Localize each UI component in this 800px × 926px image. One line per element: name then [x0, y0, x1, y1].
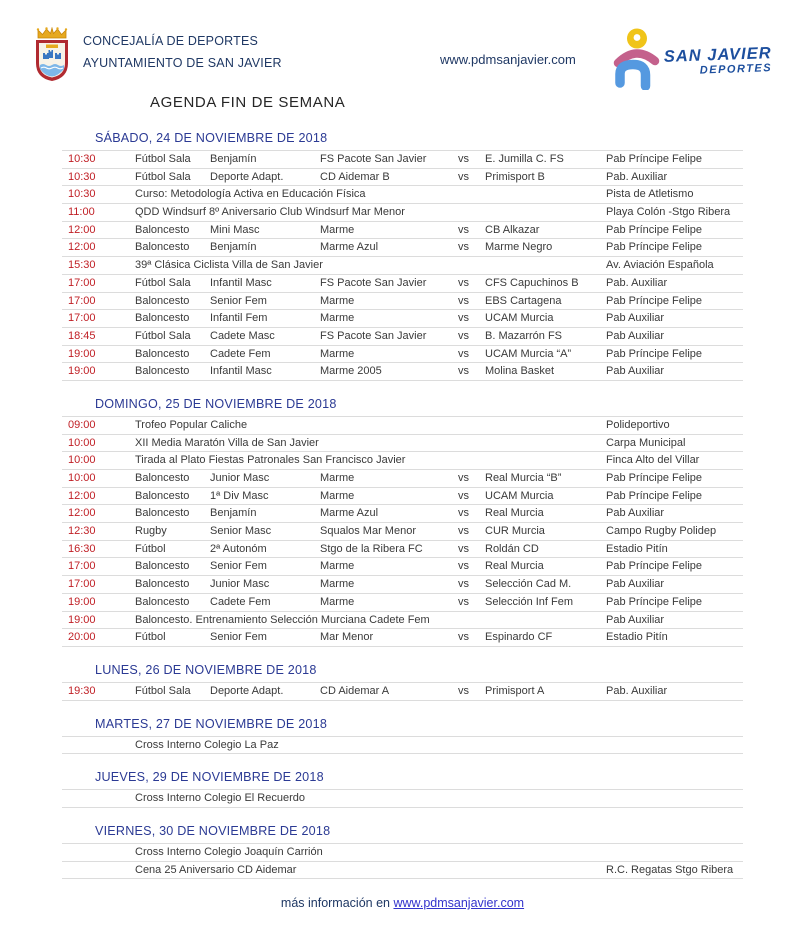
- event-sport: Fútbol: [135, 542, 166, 555]
- event-category: Infantil Fem: [210, 312, 268, 325]
- match-row: [62, 576, 743, 594]
- event-description: Cross Interno Colegio La Paz: [135, 738, 279, 751]
- vs-label: vs: [458, 578, 469, 591]
- event-venue: Pab Auxiliar: [606, 365, 665, 378]
- event-venue: Pab. Auxiliar: [606, 684, 668, 697]
- match-row: [62, 470, 743, 488]
- day-rows: [62, 150, 743, 381]
- event-sport: Fútbol: [135, 631, 166, 644]
- match-row: [62, 505, 743, 523]
- match-row: [62, 363, 743, 381]
- event-category: Infantil Masc: [210, 365, 272, 378]
- event-venue: Pab Príncipe Felipe: [606, 347, 702, 360]
- home-team: Marme: [320, 489, 355, 502]
- event-description: Cross Interno Colegio Joaquín Carrión: [135, 845, 323, 858]
- event-time: [62, 862, 135, 879]
- home-team: Marme: [320, 595, 355, 608]
- event-time: 19:00: [68, 613, 96, 626]
- event-time: 10:30: [68, 170, 96, 183]
- event-row: [62, 612, 743, 630]
- event-description: XII Media Maratón Villa de San Javier: [135, 436, 319, 449]
- day-section: [62, 822, 800, 879]
- event-category: Senior Fem: [210, 294, 267, 307]
- event-venue: Pab Auxiliar: [606, 613, 665, 626]
- match-row: [62, 346, 743, 364]
- home-team: CD Aidemar A: [320, 684, 390, 697]
- vs-label: vs: [458, 223, 469, 236]
- event-sport: Baloncesto: [135, 241, 190, 254]
- event-time: 12:00: [68, 507, 96, 520]
- san-javier-deportes-logo: [610, 26, 772, 95]
- event-row: [62, 844, 743, 862]
- event-venue: Pab. Auxiliar: [606, 276, 668, 289]
- match-row: [62, 683, 743, 701]
- page-title: AGENDA FIN DE SEMANA: [150, 94, 346, 111]
- event-category: Infantil Masc: [210, 276, 272, 289]
- vs-label: vs: [458, 365, 469, 378]
- event-time: 17:00: [68, 312, 96, 325]
- away-team: CUR Murcia: [485, 525, 545, 538]
- match-row: [62, 151, 743, 169]
- away-team: UCAM Murcia “A”: [485, 347, 572, 360]
- vs-label: vs: [458, 525, 469, 538]
- day-rows: [62, 736, 743, 755]
- home-team: Marme: [320, 294, 355, 307]
- event-description: Tirada al Plato Fiestas Patronales San Francisco Javier: [135, 454, 406, 467]
- home-team: FS Pacote San Javier: [320, 153, 427, 165]
- event-venue: Av. Aviación Española: [606, 259, 714, 272]
- vs-label: vs: [458, 560, 469, 573]
- event-time: 09:00: [68, 418, 96, 431]
- event-time: 18:45: [68, 329, 96, 342]
- home-team: Marme: [320, 578, 355, 591]
- event-venue: Pab Auxiliar: [606, 507, 665, 520]
- event-description: Cena 25 Aniversario CD Aidemar: [135, 863, 297, 876]
- event-time: 16:30: [68, 542, 96, 555]
- event-venue: Estadio Pitín: [606, 631, 668, 644]
- event-description: 39ª Clásica Ciclista Villa de San Javier: [135, 259, 323, 272]
- home-team: Marme: [320, 312, 355, 325]
- event-venue: Pab Príncipe Felipe: [606, 241, 702, 254]
- event-category: Mini Masc: [210, 223, 260, 236]
- home-team: Squalos Mar Menor: [320, 525, 416, 538]
- away-team: Selección Cad M.: [485, 578, 572, 591]
- vs-label: vs: [458, 631, 469, 644]
- event-sport: Baloncesto: [135, 507, 190, 520]
- match-row: [62, 541, 743, 559]
- match-row: [62, 594, 743, 612]
- event-sport: Baloncesto: [135, 472, 190, 484]
- footer: [62, 896, 743, 910]
- day-rows: [62, 843, 743, 879]
- home-team: Mar Menor: [320, 631, 374, 644]
- deportes-figure-icon: [610, 26, 662, 95]
- event-venue: Pab Príncipe Felipe: [606, 595, 702, 608]
- event-venue: Playa Colón -Stgo Ribera: [606, 206, 731, 219]
- away-team: Roldán CD: [485, 542, 539, 555]
- home-team: Marme: [320, 223, 355, 236]
- event-venue: Pista de Atletismo: [606, 188, 694, 201]
- away-team: B. Mazarrón FS: [485, 329, 563, 342]
- event-venue: Carpa Municipal: [606, 436, 686, 449]
- logo-text-san-javier: SAN JAVIER: [663, 43, 772, 66]
- event-time: 20:00: [68, 631, 96, 644]
- event-category: Deporte Adapt.: [210, 684, 284, 697]
- day-rows: [62, 416, 743, 647]
- event-time: 11:00: [68, 206, 95, 219]
- event-venue: [606, 844, 743, 861]
- away-team: Molina Basket: [485, 365, 555, 378]
- event-venue: [606, 790, 743, 807]
- vs-label: vs: [458, 241, 469, 254]
- event-row: [62, 257, 743, 275]
- event-row: [62, 435, 743, 453]
- logo-wordmark: [664, 44, 773, 78]
- org-name-line2: AYUNTAMIENTO DE SAN JAVIER: [83, 56, 282, 70]
- match-row: [62, 310, 743, 328]
- event-category: Senior Fem: [210, 631, 267, 644]
- home-team: Stgo de la Ribera FC: [320, 542, 423, 555]
- day-header: LUNES, 26 DE NOVIEMBRE DE 2018: [95, 662, 317, 677]
- home-team: Marme: [320, 472, 355, 484]
- event-sport: Baloncesto: [135, 312, 190, 325]
- vs-label: vs: [458, 312, 469, 325]
- home-team: FS Pacote San Javier: [320, 276, 427, 289]
- event-sport: Rugby: [135, 525, 167, 538]
- vs-label: vs: [458, 294, 469, 307]
- event-sport: Fútbol Sala: [135, 153, 191, 165]
- away-team: Primisport B: [485, 170, 545, 183]
- event-venue: Pab Príncipe Felipe: [606, 560, 702, 573]
- event-venue: Estadio Pitín: [606, 542, 668, 555]
- event-category: Junior Masc: [210, 472, 270, 484]
- event-category: Benjamín: [210, 153, 257, 165]
- vs-label: vs: [458, 329, 469, 342]
- event-category: 1ª Div Masc: [210, 489, 269, 502]
- agenda-sections: [62, 120, 800, 910]
- event-venue: R.C. Regatas Stgo Ribera: [606, 863, 734, 876]
- vs-label: vs: [458, 153, 469, 165]
- event-category: Cadete Fem: [210, 595, 271, 608]
- home-team: FS Pacote San Javier: [320, 329, 427, 342]
- home-team: CD Aidemar B: [320, 170, 390, 183]
- event-time: 10:00: [68, 454, 96, 467]
- event-time: 19:00: [68, 595, 96, 608]
- event-venue: [606, 737, 743, 754]
- vs-label: vs: [458, 472, 469, 484]
- day-header: VIERNES, 30 DE NOVIEMBRE DE 2018: [95, 823, 331, 838]
- day-section: [62, 715, 800, 755]
- match-row: [62, 523, 743, 541]
- event-category: Cadete Masc: [210, 329, 275, 342]
- event-category: Junior Masc: [210, 578, 270, 591]
- day-header: DOMINGO, 25 DE NOVIEMBRE DE 2018: [95, 396, 337, 411]
- event-time: 17:00: [68, 294, 96, 307]
- logo-text-deportes: DEPORTES: [699, 61, 773, 77]
- event-time: 17:00: [68, 560, 96, 573]
- match-row: [62, 275, 743, 293]
- event-time: 19:00: [68, 365, 96, 378]
- footer-text: más información en: [280, 896, 394, 911]
- day-rows: [62, 789, 743, 808]
- event-venue: Finca Alto del Villar: [606, 454, 700, 467]
- event-description: Trofeo Popular Caliche: [135, 418, 248, 431]
- event-time: [62, 790, 135, 807]
- event-category: Cadete Fem: [210, 347, 271, 360]
- away-team: E. Jumilla C. FS: [485, 153, 564, 165]
- away-team: CB Alkazar: [485, 223, 540, 236]
- event-sport: Baloncesto: [135, 223, 190, 236]
- event-sport: Baloncesto: [135, 560, 190, 573]
- match-row: [62, 558, 743, 576]
- vs-label: vs: [458, 489, 469, 502]
- vs-label: vs: [458, 170, 469, 183]
- event-row: [62, 452, 743, 470]
- event-venue: Pab. Auxiliar: [606, 170, 668, 183]
- event-venue: Polideportivo: [606, 418, 670, 431]
- event-row: [62, 737, 743, 755]
- event-category: Deporte Adapt.: [210, 170, 284, 183]
- event-time: 17:00: [68, 578, 96, 591]
- event-venue: Campo Rugby Polidep: [606, 525, 717, 538]
- away-team: CFS Capuchinos B: [485, 276, 579, 289]
- event-time: 10:00: [68, 436, 96, 449]
- vs-label: vs: [458, 684, 469, 697]
- home-team: Marme Azul: [320, 507, 379, 520]
- event-time: [62, 737, 135, 754]
- event-time: 15:30: [68, 259, 96, 272]
- event-time: 19:00: [68, 347, 96, 360]
- home-team: Marme 2005: [320, 365, 382, 378]
- event-venue: Pab Auxiliar: [606, 578, 665, 591]
- day-section: [62, 661, 800, 701]
- event-venue: Pab Príncipe Felipe: [606, 294, 702, 307]
- home-team: Marme: [320, 347, 355, 360]
- event-row: [62, 417, 743, 435]
- away-team: UCAM Murcia: [485, 489, 554, 502]
- event-description: QDD Windsurf 8º Aniversario Club Windsurf Mar Menor: [135, 206, 405, 219]
- match-row: [62, 328, 743, 346]
- event-venue: Pab Príncipe Felipe: [606, 472, 702, 484]
- day-header: SÁBADO, 24 DE NOVIEMBRE DE 2018: [95, 131, 328, 145]
- event-time: 10:00: [68, 472, 96, 484]
- event-venue: Pab Auxiliar: [606, 329, 665, 342]
- away-team: Real Murcia: [485, 560, 544, 573]
- event-sport: Fútbol Sala: [135, 329, 191, 342]
- home-team: Marme: [320, 560, 355, 573]
- event-row: [62, 862, 743, 880]
- event-venue: Pab Príncipe Felipe: [606, 223, 702, 236]
- page-header: [0, 26, 800, 92]
- event-sport: Baloncesto: [135, 578, 190, 591]
- event-time: 12:00: [68, 241, 96, 254]
- event-description: Curso: Metodología Activa en Educación Física: [135, 188, 366, 201]
- match-row: [62, 239, 743, 257]
- vs-label: vs: [458, 507, 469, 520]
- day-header: MARTES, 27 DE NOVIEMBRE DE 2018: [95, 716, 328, 731]
- event-sport: Baloncesto: [135, 595, 190, 608]
- away-team: Real Murcia: [485, 507, 544, 520]
- day-header: JUEVES, 29 DE NOVIEMBRE DE 2018: [95, 770, 324, 785]
- org-name-line1: CONCEJALÍA DE DEPORTES: [83, 34, 259, 48]
- event-time: 12:00: [68, 223, 96, 236]
- away-team: Primisport A: [485, 684, 545, 697]
- event-sport: Fútbol Sala: [135, 170, 191, 183]
- event-category: Benjamín: [210, 241, 257, 254]
- event-venue: Pab Auxiliar: [606, 312, 665, 325]
- event-row: [62, 204, 743, 222]
- vs-label: vs: [458, 542, 469, 555]
- event-category: Senior Masc: [210, 525, 272, 538]
- event-category: Benjamín: [210, 507, 257, 520]
- day-section: [62, 768, 800, 808]
- event-time: 17:00: [68, 276, 96, 289]
- day-section: [62, 129, 800, 381]
- header-website-text: www.pdmsanjavier.com: [440, 52, 576, 67]
- event-sport: Fútbol Sala: [135, 684, 191, 697]
- vs-label: vs: [458, 347, 469, 360]
- vs-label: vs: [458, 595, 469, 608]
- home-team: Marme Azul: [320, 241, 379, 254]
- away-team: EBS Cartagena: [485, 294, 562, 307]
- event-time: [62, 844, 135, 861]
- event-description: Baloncesto. Entrenamiento Selección Murciana Cadete Fem: [135, 613, 430, 626]
- organization-name: [83, 30, 282, 74]
- event-row: [62, 186, 743, 204]
- vs-label: vs: [458, 276, 469, 289]
- event-sport: Baloncesto: [135, 347, 190, 360]
- event-sport: Baloncesto: [135, 489, 190, 502]
- event-description: Cross Interno Colegio El Recuerdo: [135, 792, 305, 805]
- event-venue: Pab Príncipe Felipe: [606, 153, 702, 165]
- away-team: Marme Negro: [485, 241, 553, 254]
- match-row: [62, 629, 743, 647]
- event-time: 19:30: [68, 684, 96, 697]
- event-sport: Fútbol Sala: [135, 276, 191, 289]
- footer-website-link[interactable]: www.pdmsanjavier.com: [393, 896, 525, 911]
- day-section: [62, 395, 800, 647]
- event-sport: Baloncesto: [135, 294, 190, 307]
- away-team: Real Murcia “B”: [485, 472, 562, 484]
- event-venue: Pab Príncipe Felipe: [606, 489, 702, 502]
- match-row: [62, 293, 743, 311]
- away-team: Espinardo CF: [485, 631, 553, 644]
- away-team: UCAM Murcia: [485, 312, 554, 325]
- event-row: [62, 790, 743, 808]
- away-team: Selección Inf Fem: [485, 595, 574, 608]
- event-category: 2ª Autonóm: [210, 542, 267, 555]
- match-row: [62, 169, 743, 187]
- event-sport: Baloncesto: [135, 365, 190, 378]
- event-category: Senior Fem: [210, 560, 267, 573]
- coat-of-arms-icon: [34, 27, 70, 88]
- match-row: [62, 222, 743, 240]
- event-time: 10:30: [68, 153, 96, 165]
- event-time: 12:30: [68, 525, 96, 538]
- day-rows: [62, 682, 743, 701]
- match-row: [62, 488, 743, 506]
- event-time: 12:00: [68, 489, 96, 502]
- event-time: 10:30: [68, 188, 96, 201]
